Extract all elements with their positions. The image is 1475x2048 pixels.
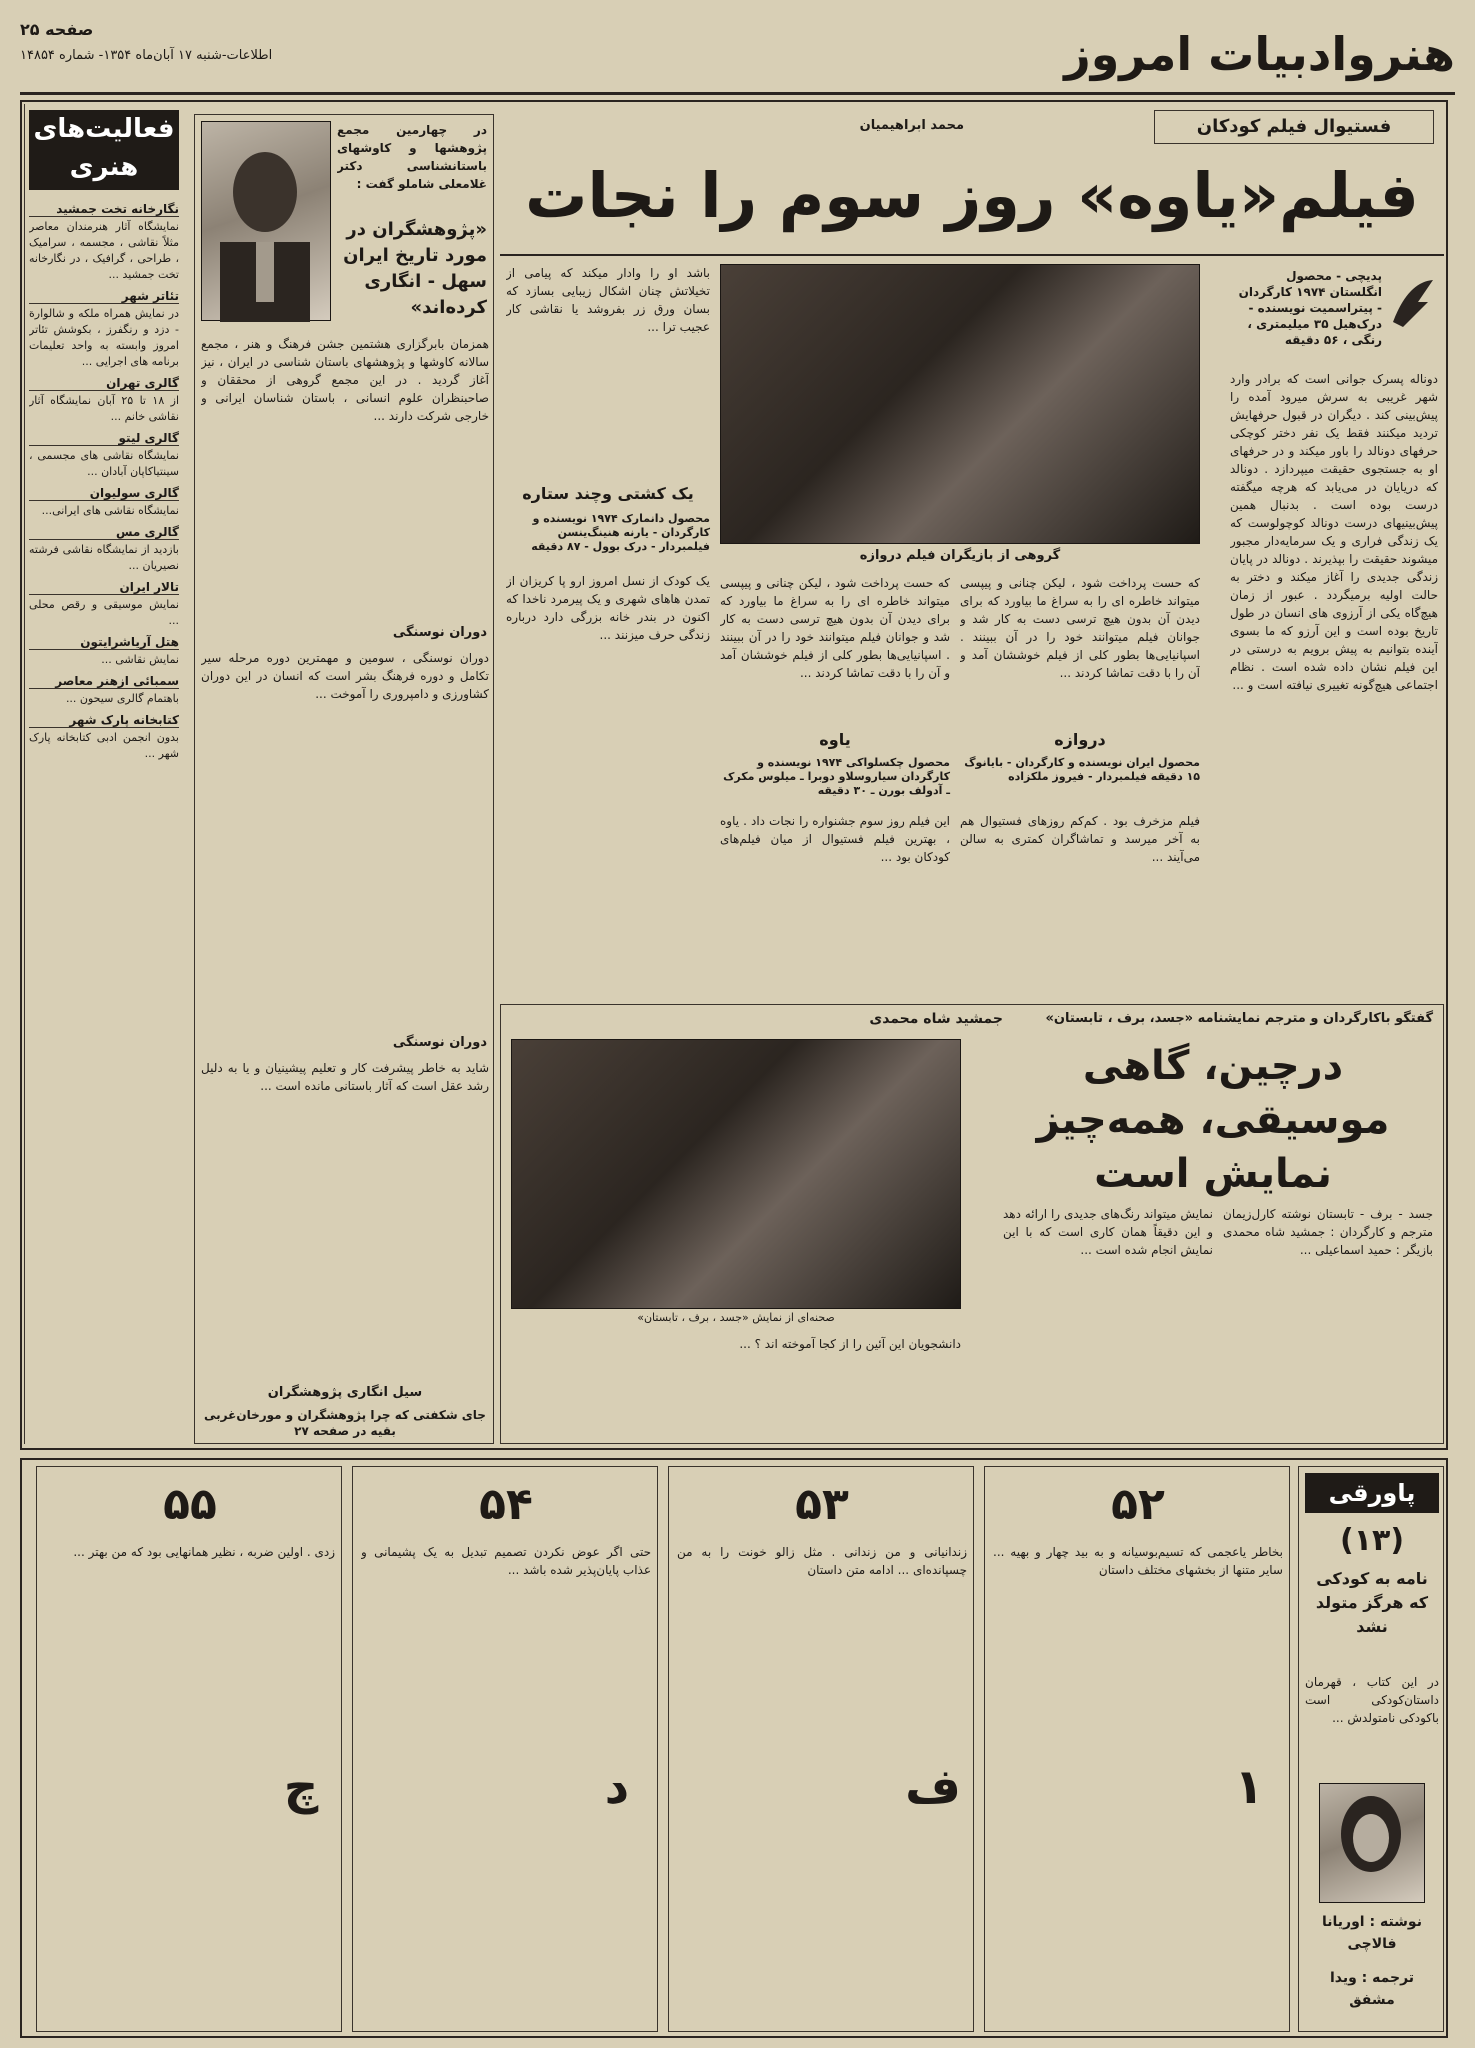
profile-column [194, 114, 494, 1444]
festival-col-right: دوناله پسرک جوانی است که برادر وارد شهر غریبی به سرش میرود آمده را پیش‌بینی کند . دیگران در قبول حرفهایش تردید میکنند فقط یک نفر دختر کوچکی حرفهای دونالد را باور میکند و در حرفهای او به جستجوی حقیقت میپردازد . دونالد که دریایان در می‌یابد که هرچه میگفته درست بوده است . بدنبال همین پیش‌بینیهای درست دونالد کوچولوست که یک زندگی فراری و یک سرمایه‌دار مجبور میشوند حقیقت را بپذیرند . دونالد در پایان زندگی جدیدی را آغاز میکند و دختر به حالت اولیه برمیگردد . عبور از زمان هیچ‌گاه یکی از آرزوی های انسان در طول تاریخ بوده است و این آرزو که ما بسوی آینده بتوانیم به پیش برویم به درستی در این فیلم نشان داده شده است . نظام اجتماعی هیچ‌گونه تغییری نیافته است و ... [1230, 372, 1438, 692]
serial-text: حتی اگر عوض نکردن تصمیم تبدیل به یک پشیمانی و عذاب پایان‌پذیر شده باشد ... [361, 1545, 651, 1577]
serial-text: زدی . اولین ضربه ، نظیر همانهایی بود که من بهتر ... [73, 1545, 335, 1559]
activity-heading: هتل آریاشرایتون [29, 635, 179, 650]
activity-text: نمایش نقاشی ... [101, 653, 179, 666]
serial-text: بخاطر یاعجمی که تسیم‌بوسیانه و به بید چهار و بهیه ... سایر متنها از بخشهای مختلف داستان [993, 1545, 1283, 1577]
theater-photo [511, 1039, 961, 1309]
festival-col-mid: که حست پرداخت شود ، لیکن چنانی و پیپسی میتواند خاطره ای را به سراغ ما بیاورد که برای دیدن آن بدون هیچ ترسی دست به کار شد و جوانان فیلم میتوانند خود را در آن ببینند . اسپانیایی‌ها بطور کلی از فیلم خوششان آمد و آن را با دقت تماشا کردند ... [960, 576, 1200, 680]
activity-heading: سمبائی ازهنر معاصر [29, 674, 179, 689]
activity-text: از ۱۸ تا ۲۵ آبان نمایشگاه آثار نقاشی خانم ... [29, 394, 179, 423]
profile-sub1-text: دوران نوسنگی ، سومین و مهمترین دوره مرحله سیر تکامل و دوره فرهنگ بشر است که انسان در این دوران کشاورزی و دامپروری را آموخت ... [201, 651, 489, 701]
story-intro: در این کتاب ، قهرمان داستان‌کودکی است باکودکی نامتولدش ... [1305, 1675, 1439, 1725]
activity-heading: گالری تهران [29, 376, 179, 391]
drop-letter: د [604, 1759, 630, 1815]
theater-photo-caption: صحنه‌ای از نمایش «جسد ، برف ، تابستان» [637, 1311, 835, 1324]
theater-headline: درچین، گاهی موسیقی، همه‌چیز نمایش است [1036, 1043, 1390, 1197]
activity-heading: گالری مس [29, 525, 179, 540]
theater-text-2: دانشجویان این آئین را از کجا آموخته اند ؟ ... [739, 1337, 961, 1351]
profile-sub2: دوران نوسنگی [392, 1035, 487, 1050]
festival-sub1-title: یک کشتی وچند ستاره [522, 484, 694, 503]
page-number: صفحه ۲۵ [20, 20, 94, 39]
activity-text: نمایشگاه نقاشی های مجسمی ، سینتیاکاپان آبادان ... [29, 449, 179, 478]
activity-heading: گالری سولیوان [29, 486, 179, 501]
activity-heading: گالری لیتو [29, 431, 179, 446]
activity-heading: تئاتر شهر [29, 289, 179, 304]
masthead [0, 0, 1475, 100]
festival-byline: محمد ابراهیمیان [859, 118, 964, 133]
activity-text: بدون انجمن ادبی کتابخانه پارک شهر ... [29, 731, 179, 760]
festival-photo-caption: گروهی از بازیگران فیلم دروازه [859, 548, 1061, 563]
drop-letter: ۱ [1234, 1759, 1264, 1815]
profile-headline: «پژوهشگران در مورد تاریخ ایران سهل - انگاری کرده‌اند» [343, 219, 487, 318]
theater-text-1: نمایش میتواند رنگ‌های جدیدی را ارائه دهد و این دقیقاً همان کاری است که با این نمایش انجام شده است ... [1003, 1207, 1213, 1257]
activity-text: نمایشگاه نقاشی های ایرانی... [41, 504, 179, 517]
issue-info: اطلاعات-شنبه ۱۷ آبان‌ماه ۱۳۵۴- شماره ۱۴۸۵۴ [20, 48, 273, 63]
festival-credits-yavo: پدیچی - محصول انگلستان ۱۹۷۴ کارگردان - پیتراسمیت نویسنده - درک‌هیل ۳۵ میلیمتری ، رنگی ، ۵۶ دقیقه [1238, 269, 1382, 347]
activity-text: نمایش موسیقی و رقص محلی ... [29, 598, 179, 627]
profile-footer-title: سیل انگاری پژوهشگران [267, 1385, 423, 1400]
serial-column [984, 1466, 1290, 2032]
activity-text: نمایشگاه آثار هنرمندان معاصر مثلاً نقاشی ، مجسمه ، سرامیک ، طراحی ، گرافیک ، در نگارخانه تخت جمشید ... [29, 220, 179, 281]
bird-logo-icon [1388, 272, 1438, 332]
festival-col-left: باشد او را وادار میکند که پیامی از تخیلاتش چنان اشکال زیبایی بسازد که بسان ورق زر بفروشد یا نقاشی کار عجیب ترا ... [506, 266, 710, 334]
serial-number: ۵۴ [479, 1479, 533, 1530]
theater-credits: جسد - برف - تابستان نوشته کارل‌زیمان مترجم و کارگردان : جمشید شاه محمدی بازیگر : حمید اسماعیلی ... [1223, 1207, 1433, 1257]
serial-column [352, 1466, 658, 2032]
portrait-icon [200, 122, 330, 322]
serial-column [668, 1466, 974, 2032]
activity-heading: نگارخانه تخت جمشید [29, 202, 179, 217]
activity-text: بازدید از نمایشگاه نقاشی فرشته نصیریان ... [29, 543, 179, 572]
festival-sub3-credits: محصول ایران نویسنده و کارگردان - بایانوگ ۱۵ دقیقه فیلمبردار - فیروز ملکزاده [964, 756, 1200, 783]
serial-columns [26, 1466, 1290, 2032]
pavaraghi-number: (۱۳) [1339, 1523, 1405, 1558]
profile-body: همزمان بابرگزاری هشتمین جشن فرهنگ و هنر ، مجمع سالانه کاوشها و پژوهشهای باستان شناسی در ایران ، نیز آغاز گردید . در این مجمع گروهی از محققان و صاحبنظران علوم انسانی ، باستان شناسان ایرانی و خارجی شرکت دارند ... [201, 337, 489, 423]
masthead-title: هنروادبیات امروز [1064, 27, 1455, 81]
activities-title: فعالیت‌های هنری [29, 110, 179, 190]
portrait-photo [201, 121, 331, 321]
activity-heading: تالار ایران [29, 580, 179, 595]
festival-sub1-text: یک کودک از نسل امروز ارو پا کریزان از تمدن هاهای شهری و یک پیرمرد ناخدا که اکنون در بندر خانه بزرگی دارد درباره زندگی حرف میزنند ... [506, 574, 710, 642]
festival-logo [1388, 272, 1438, 332]
profile-footer: جای شکفتی که چرا پژوهشگران و مورخان‌غربی بقیه در صفحه ۲۷ [204, 1408, 486, 1438]
activity-text: در نمایش همراه ملکه و شالوارة - دزد و رنگفرز ، بکوشش تئاتر امروز وابسته به واحد تعلیمات برنامه های اجرایی ... [29, 307, 179, 368]
festival-sub2-title: یاوه [819, 730, 851, 749]
author-photo [1319, 1783, 1425, 1903]
festival-sub3-text: فیلم مزخرف بود . کم‌کم روزهای فستیوال هم به آخر میرسد و تماشاگران کمتری به سالن می‌آیند ... [960, 814, 1200, 864]
festival-headline: فیلم«یاوه» روز سوم را نجات [525, 159, 1419, 232]
activities-list [29, 196, 179, 1436]
pavaraghi-title: پاورقی [1305, 1473, 1439, 1513]
theater-kicker: گفتگو باکارگردان و مترجم نمایشنامه «جسد، برف ، تابستان» [1045, 1011, 1433, 1026]
profile-sub2-text: شاید به خاطر پیشرفت کار و تعلیم پیشینیان و یا به دلیل رشد عقل است که آثار باستانی مانده است ... [201, 1061, 489, 1093]
festival-sub1-credits: محصول دانمارک ۱۹۷۴ نویسنده و کارگردان - یارنه هنینگ‌ینسن فیلمبردار - درک بوول - ۸۷ دقیقه [531, 512, 710, 553]
masthead-rule [20, 92, 1455, 95]
serial-number: ۵۳ [795, 1479, 849, 1530]
author-portrait-icon [1318, 1784, 1424, 1904]
festival-rule [500, 254, 1444, 256]
activity-text: باهتمام گالری سیحون ... [65, 692, 179, 705]
activities-sidebar [24, 104, 184, 1444]
theater-article [500, 1004, 1444, 1444]
theater-byline: جمشید شاه محمدی [869, 1011, 1003, 1027]
festival-sub2-credits: محصول چکسلواکی ۱۹۷۴ نویسنده و کارگردان سیاروسلاو دوبرا ـ میلوس مکرک ـ آدولف بورن ـ ۳۰ دقیقه [723, 756, 950, 797]
festival-sub3-title: دروازه [1054, 730, 1106, 749]
pavaraghi-sidebar [1298, 1466, 1444, 2032]
serial-text: زندانیانی و من زندانی . مثل زالو خونت را به من چسپانده‌ای ... ادامه متن داستان [677, 1545, 967, 1577]
festival-sub2-text: این فیلم روز سوم جشنواره را نجات داد . یاوه ، بهترین فیلم فستیوال از میان فیلم‌های کودکان بود ... [720, 814, 950, 864]
serial-column [36, 1466, 342, 2032]
festival-photo [720, 264, 1200, 544]
festival-col-mid-2: که حست پرداخت شود ، لیکن چنانی و پیپسی میتواند خاطره ای را به سراغ ما بیاورد که برای دیدن آن بدون هیچ ترسی دست به کار شد و جوانان فیلم میتوانند خود را در آن ببینند . اسپانیایی‌ها بطور کلی از فیلم خوششان آمد و آن را با دقت تماشا کردند ... [720, 576, 950, 680]
profile-sub1: دوران نوسنگی [392, 625, 487, 640]
festival-article [500, 104, 1444, 984]
translator-label: ترجمه : ویدا مشفق [1329, 1970, 1415, 2008]
serial-number: ۵۲ [1111, 1479, 1165, 1530]
festival-kicker: فستیوال فیلم کودکان [1154, 110, 1434, 144]
drop-letter: چ [283, 1759, 319, 1815]
author-label: نوشته : اوریانا فالاچی [1322, 1914, 1422, 1952]
drop-letter: ف [905, 1759, 961, 1815]
story-title: نامه به کودکی که هرگز متولد نشد [1315, 1569, 1429, 1636]
profile-intro: در چهارمین مجمع پژوهشها و کاوشهای باستانشناسی دکتر غلامعلی شاملو گفت : [337, 123, 487, 191]
activity-heading: کتابخانه پارک شهر [29, 713, 179, 728]
serial-number: ۵۵ [163, 1479, 217, 1530]
